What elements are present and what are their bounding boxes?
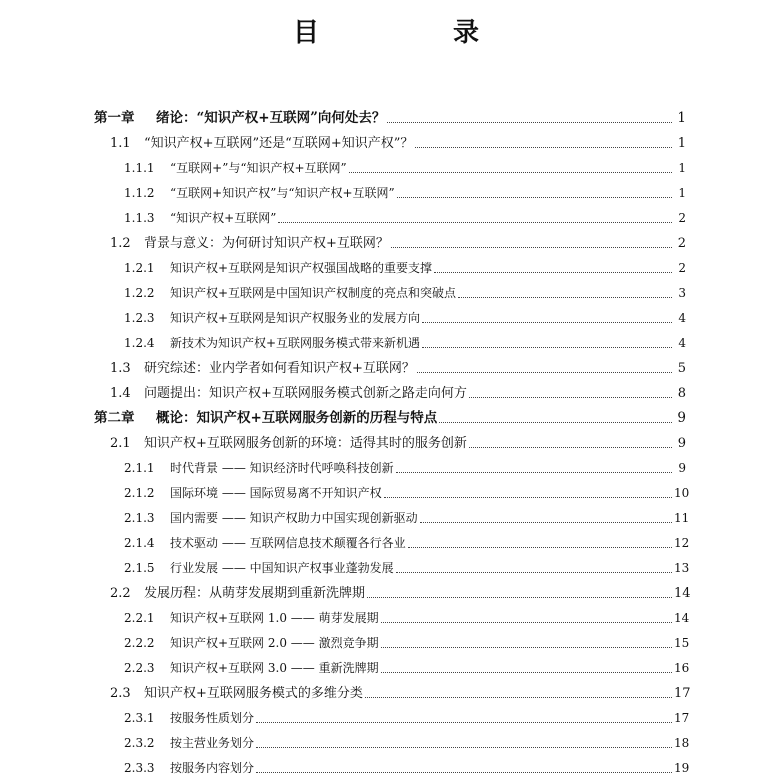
toc-entry-number: 1.2.1	[124, 261, 155, 275]
dot-leader	[391, 246, 672, 248]
toc-entry-number: 2.3.3	[124, 761, 155, 775]
toc-entry-number: 2.3.2	[124, 736, 155, 750]
toc-entry-page-number: 8	[677, 386, 686, 401]
dot-leader	[434, 271, 672, 273]
toc-entry-number: 2.2.2	[124, 636, 155, 650]
dot-leader	[408, 546, 672, 548]
toc-entry[interactable]	[124, 181, 686, 206]
toc-entry-title: 绪论：“知识产权+互联网”向何处去？	[156, 110, 386, 126]
toc-entry-title: 知识产权+互联网 2.0 —— 激烈竞争期	[170, 636, 379, 650]
toc-entry-title: 知识产权+互联网服务创新的环境：适得其时的服务创新	[144, 436, 467, 451]
page-title: 目 录	[292, 18, 533, 48]
toc-entry-number: 2.3	[110, 686, 131, 701]
toc-entry-number: 1.2.3	[124, 311, 155, 325]
toc-entry-title: 问题提出：知识产权+互联网服务模式创新之路走向何方	[144, 386, 467, 401]
dot-leader	[256, 746, 672, 748]
toc-entry[interactable]	[124, 556, 690, 581]
toc-entry-number: 1.2.2	[124, 286, 155, 300]
toc-entry-number: 第一章	[94, 110, 135, 126]
dot-leader	[397, 196, 672, 198]
toc-entry-title: 国际环境 —— 国际贸易离不开知识产权	[170, 486, 382, 500]
toc-entry-title: 按服务性质划分	[170, 711, 255, 725]
toc-entry[interactable]	[124, 731, 690, 756]
toc-entry-page-number: 1	[677, 136, 686, 151]
toc-entry-number: 2.1.2	[124, 486, 155, 500]
toc-entry-number: 1.1.1	[124, 161, 155, 175]
toc-entry-page-number: 1	[677, 110, 686, 126]
toc-entry-page-number: 19	[674, 761, 690, 775]
toc-entry-page-number: 10	[674, 486, 690, 500]
toc-entry[interactable]	[110, 581, 691, 606]
toc-entry-number: 1.1.2	[124, 186, 155, 200]
dot-leader	[458, 296, 672, 298]
dot-leader	[439, 421, 672, 423]
toc-entry[interactable]	[124, 506, 690, 531]
toc-entry-number: 1.2	[110, 236, 131, 251]
toc-entry-number: 2.2	[110, 586, 131, 601]
toc-entry-title: “互联网+”与“知识产权+互联网”	[170, 161, 347, 175]
toc-entry-page-number: 13	[674, 561, 690, 575]
toc-entry-number: 2.2.1	[124, 611, 155, 625]
toc-entry-page-number: 5	[677, 361, 686, 376]
dot-leader	[367, 596, 672, 598]
toc-entry[interactable]	[124, 531, 690, 556]
toc-entry[interactable]	[110, 356, 686, 381]
toc-entry[interactable]	[124, 756, 690, 781]
toc-entry-title: 知识产权+互联网是中国知识产权制度的亮点和突破点	[170, 286, 457, 300]
dot-leader	[417, 371, 672, 373]
toc-entry-page-number: 9	[677, 436, 686, 451]
toc-entry-page-number: 4	[678, 336, 686, 350]
toc-entry-number: 2.2.3	[124, 661, 155, 675]
toc-entry-page-number: 1	[678, 186, 686, 200]
toc-entry[interactable]	[124, 706, 690, 731]
toc-entry-page-number: 9	[677, 410, 686, 426]
toc-entry[interactable]	[110, 231, 686, 256]
toc-entry[interactable]	[94, 106, 686, 131]
toc-entry-title: 国内需要 —— 知识产权助力中国实现创新驱动	[170, 511, 418, 525]
toc-entry-title: “知识产权+互联网”	[170, 211, 277, 225]
dot-leader	[387, 121, 672, 123]
toc-entry[interactable]	[124, 256, 686, 281]
toc-entry-title: 知识产权+互联网服务模式的多维分类	[144, 686, 363, 701]
toc-entry-number: 2.3.1	[124, 711, 155, 725]
toc-entry[interactable]	[124, 331, 686, 356]
toc-entry-number: 第二章	[94, 410, 135, 426]
toc-entry-number: 2.1.5	[124, 561, 155, 575]
toc-entry-page-number: 18	[674, 736, 690, 750]
dot-leader	[422, 346, 672, 348]
toc-entry[interactable]	[110, 431, 686, 456]
toc-entry-title: 概论：知识产权+互联网服务创新的历程与特点	[156, 410, 438, 426]
dot-leader	[381, 646, 672, 648]
toc-entry-title: “互联网+知识产权”与“知识产权+互联网”	[170, 186, 395, 200]
toc-entry-title: 技术驱动 —— 互联网信息技术颠覆各行各业	[170, 536, 406, 550]
toc-entry-number: 2.1.1	[124, 461, 155, 475]
toc-entry-page-number: 12	[674, 536, 690, 550]
toc-entry[interactable]	[110, 681, 691, 706]
toc-entry[interactable]	[124, 206, 686, 231]
toc-entry-title: 行业发展 —— 中国知识产权事业蓬勃发展	[170, 561, 394, 575]
dot-leader	[396, 571, 672, 573]
toc-entry[interactable]	[124, 656, 690, 681]
toc-entry-title: 按服务内容划分	[170, 761, 255, 775]
toc-entry-title: 背景与意义：为何研讨知识产权+互联网？	[144, 236, 389, 251]
toc-entry[interactable]	[124, 281, 686, 306]
toc-entry-number: 1.1.3	[124, 211, 155, 225]
toc-entry-page-number: 1	[678, 161, 686, 175]
toc-entry-page-number: 14	[674, 611, 690, 625]
dot-leader	[384, 496, 672, 498]
dot-leader	[381, 671, 672, 673]
toc-entry-page-number: 17	[674, 711, 690, 725]
toc-entry-page-number: 3	[678, 286, 686, 300]
toc-entry-page-number: 9	[678, 461, 686, 475]
toc-entry-title: “知识产权+互联网”还是“互联网+知识产权”？	[144, 136, 414, 151]
toc-entry-title: 发展历程：从萌芽发展期到重新洗牌期	[144, 586, 366, 601]
toc-entry-page-number: 16	[674, 661, 690, 675]
toc-entry-page-number: 15	[674, 636, 690, 650]
toc-entry[interactable]	[124, 156, 686, 181]
toc-entry-title: 新技术为知识产权+互联网服务模式带来新机遇	[170, 336, 421, 350]
dot-leader	[422, 321, 672, 323]
toc-entry-page-number: 2	[677, 236, 686, 251]
toc-entry[interactable]	[124, 456, 686, 481]
dot-leader	[469, 396, 672, 398]
toc-entry[interactable]	[94, 406, 686, 431]
toc-entry-page-number: 14	[674, 586, 691, 601]
toc-entry-number: 2.1.4	[124, 536, 155, 550]
toc-entry-title: 知识产权+互联网 3.0 —— 重新洗牌期	[170, 661, 379, 675]
toc-entry-title: 研究综述：业内学者如何看知识产权+互联网？	[144, 361, 415, 376]
toc-entry-page-number: 17	[674, 686, 691, 701]
dot-leader	[278, 221, 672, 223]
toc-entry[interactable]	[110, 381, 686, 406]
toc-entry-page-number: 2	[678, 261, 686, 275]
toc-entry[interactable]	[124, 606, 690, 631]
dot-leader	[381, 621, 672, 623]
toc-entry-number: 1.1	[110, 136, 131, 151]
toc-entry-page-number: 11	[674, 511, 690, 525]
toc-entry-title: 时代背景 —— 知识经济时代呼唤科技创新	[170, 461, 394, 475]
dot-leader	[256, 771, 672, 773]
dot-leader	[349, 171, 672, 173]
dot-leader	[365, 696, 672, 698]
toc-entry-number: 1.4	[110, 386, 131, 401]
toc-entry-page-number: 2	[678, 211, 686, 225]
toc-entry-page-number: 4	[678, 311, 686, 325]
toc-entry-number: 1.2.4	[124, 336, 155, 350]
toc-entry[interactable]	[110, 131, 686, 156]
toc-entry[interactable]	[124, 631, 690, 656]
toc-entry-title: 按主营业务划分	[170, 736, 255, 750]
dot-leader	[469, 446, 672, 448]
toc-entry-title: 知识产权+互联网是知识产权强国战略的重要支撑	[170, 261, 433, 275]
dot-leader	[415, 146, 672, 148]
toc-entry-title: 知识产权+互联网是知识产权服务业的发展方向	[170, 311, 421, 325]
dot-leader	[256, 721, 672, 723]
dot-leader	[396, 471, 672, 473]
toc-entry-title: 知识产权+互联网 1.0 —— 萌芽发展期	[170, 611, 379, 625]
dot-leader	[420, 521, 672, 523]
toc-entry[interactable]	[124, 481, 690, 506]
toc-entry-number: 1.3	[110, 361, 131, 376]
toc-entry-number: 2.1.3	[124, 511, 155, 525]
toc-entry-number: 2.1	[110, 436, 131, 451]
toc-entry[interactable]	[124, 306, 686, 331]
